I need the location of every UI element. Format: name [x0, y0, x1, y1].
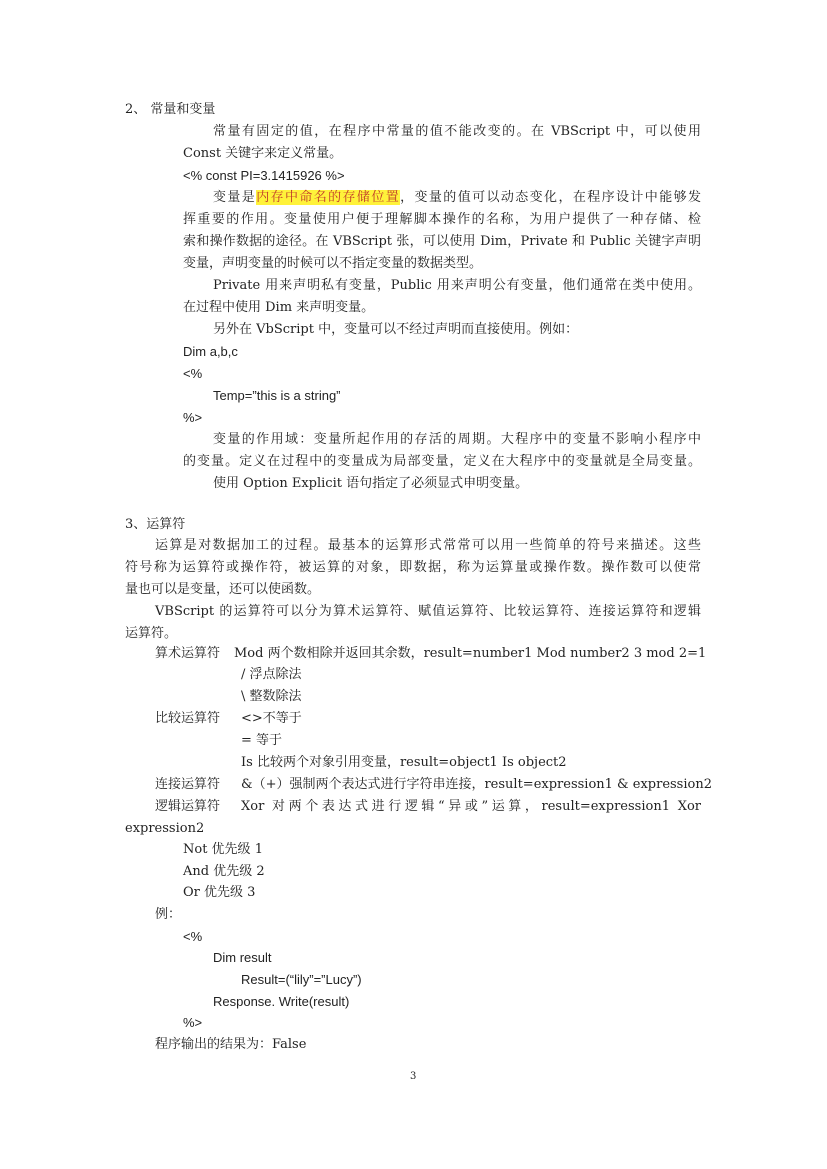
operator-category-label: 连接运算符: [155, 777, 221, 792]
operator-description: Or 优先级 3: [183, 885, 256, 900]
operator-description: <>不等于: [241, 711, 302, 726]
operator-category-label: 算术运算符: [155, 646, 221, 661]
operator-description: Xor 对两个表达式进行逻辑“异或”运算，result=expression1 Xor: [241, 799, 701, 814]
operator-description: expression2: [125, 821, 205, 836]
page-number: 3: [410, 1071, 417, 1082]
paragraph-line: 量也可以是变量，还可以使函数。: [125, 582, 321, 597]
code-line: Response. Write(result): [213, 994, 350, 1009]
code-line: <%: [183, 366, 203, 381]
paragraph-line: Const 关键字来定义常量。: [183, 146, 343, 161]
operator-description: \ 整数除法: [241, 689, 302, 704]
code-line: Dim a,b,c: [183, 344, 238, 359]
example-label: 例：: [155, 907, 182, 922]
paragraph-line: 符号称为运算符或操作符，被运算的对象，即数据，称为运算量或操作数。操作数可以使常: [125, 560, 701, 575]
operator-description: / 浮点除法: [241, 667, 302, 682]
code-line: Result=(“lily”=”Lucy”): [241, 972, 362, 987]
operator-description: Mod 两个数相除并返回其余数，result=number1 Mod number2 3 mod 2=1: [234, 646, 707, 661]
code-line: %>: [183, 410, 203, 425]
code-line: <%: [183, 929, 203, 944]
paragraph-line: 使用 Option Explicit 语句指定了必须显式申明变量。: [213, 476, 529, 491]
paragraph-line: 运算是对数据加工的过程。最基本的运算形式常常可以用一些简单的符号来描述。这些: [155, 538, 701, 553]
paragraph-line: 挥重要的作用。变量使用户便于理解脚本操作的名称，为用户提供了一种存储、检: [183, 212, 701, 227]
text-span: ，变量的值可以动态变化，在程序设计中能够发: [400, 190, 701, 205]
section-3-heading: 3、运算符: [125, 517, 186, 532]
paragraph-line: 的变量。定义在过程中的变量成为局部变量，定义在大程序中的变量就是全局变量。: [183, 454, 701, 469]
paragraph-line: VBScript 的运算符可以分为算术运算符、赋值运算符、比较运算符、连接运算符和逻辑: [155, 604, 701, 619]
text-span: 变量是: [213, 190, 257, 205]
paragraph-line: 另外在 VbScript 中，变量可以不经过声明而直接使用。例如：: [213, 322, 579, 337]
result-line: 程序输出的结果为：False: [155, 1037, 307, 1052]
operator-description: And 优先级 2: [183, 864, 265, 879]
code-line: Temp=”this is a string”: [213, 388, 341, 403]
paragraph-line: 在过程中使用 Dim 来声明变量。: [183, 300, 375, 315]
operator-description: Not 优先级 1: [183, 842, 263, 857]
operator-description: = 等于: [241, 733, 283, 748]
paragraph-line: 常量有固定的值，在程序中常量的值不能改变的。在 VBScript 中，可以使用: [213, 124, 701, 139]
paragraph-line: [213, 187, 701, 209]
paragraph-line: 运算符。: [125, 626, 178, 641]
paragraph-line: 索和操作数据的途径。在 VBScript 张，可以使用 Dim，Private 和 Public 关键字声明: [183, 234, 701, 249]
code-line: %>: [183, 1015, 203, 1030]
paragraph-line: 变量的作用域：变量所起作用的存活的周期。大程序中的变量不影响小程序中: [213, 432, 701, 447]
paragraph-line: Private 用来声明私有变量，Public 用来声明公有变量，他们通常在类中使用。: [213, 278, 701, 293]
code-line: <% const PI=3.1415926 %>: [183, 168, 345, 183]
highlighted-text: 内存中命名的存储位置: [256, 190, 401, 205]
operator-category-label: 比较运算符: [155, 711, 221, 726]
operator-category-label: 逻辑运算符: [155, 799, 221, 814]
operator-description: Is 比较两个对象引用变量，result=object1 Is object2: [241, 755, 567, 770]
operator-description: &（+）强制两个表达式进行字符串连接，result=expression1 & expression2: [241, 777, 712, 792]
section-2-heading: 2、 常量和变量: [125, 102, 216, 117]
paragraph-line: 变量，声明变量的时候可以不指定变量的数据类型。: [183, 256, 483, 271]
code-line: Dim result: [213, 950, 272, 965]
